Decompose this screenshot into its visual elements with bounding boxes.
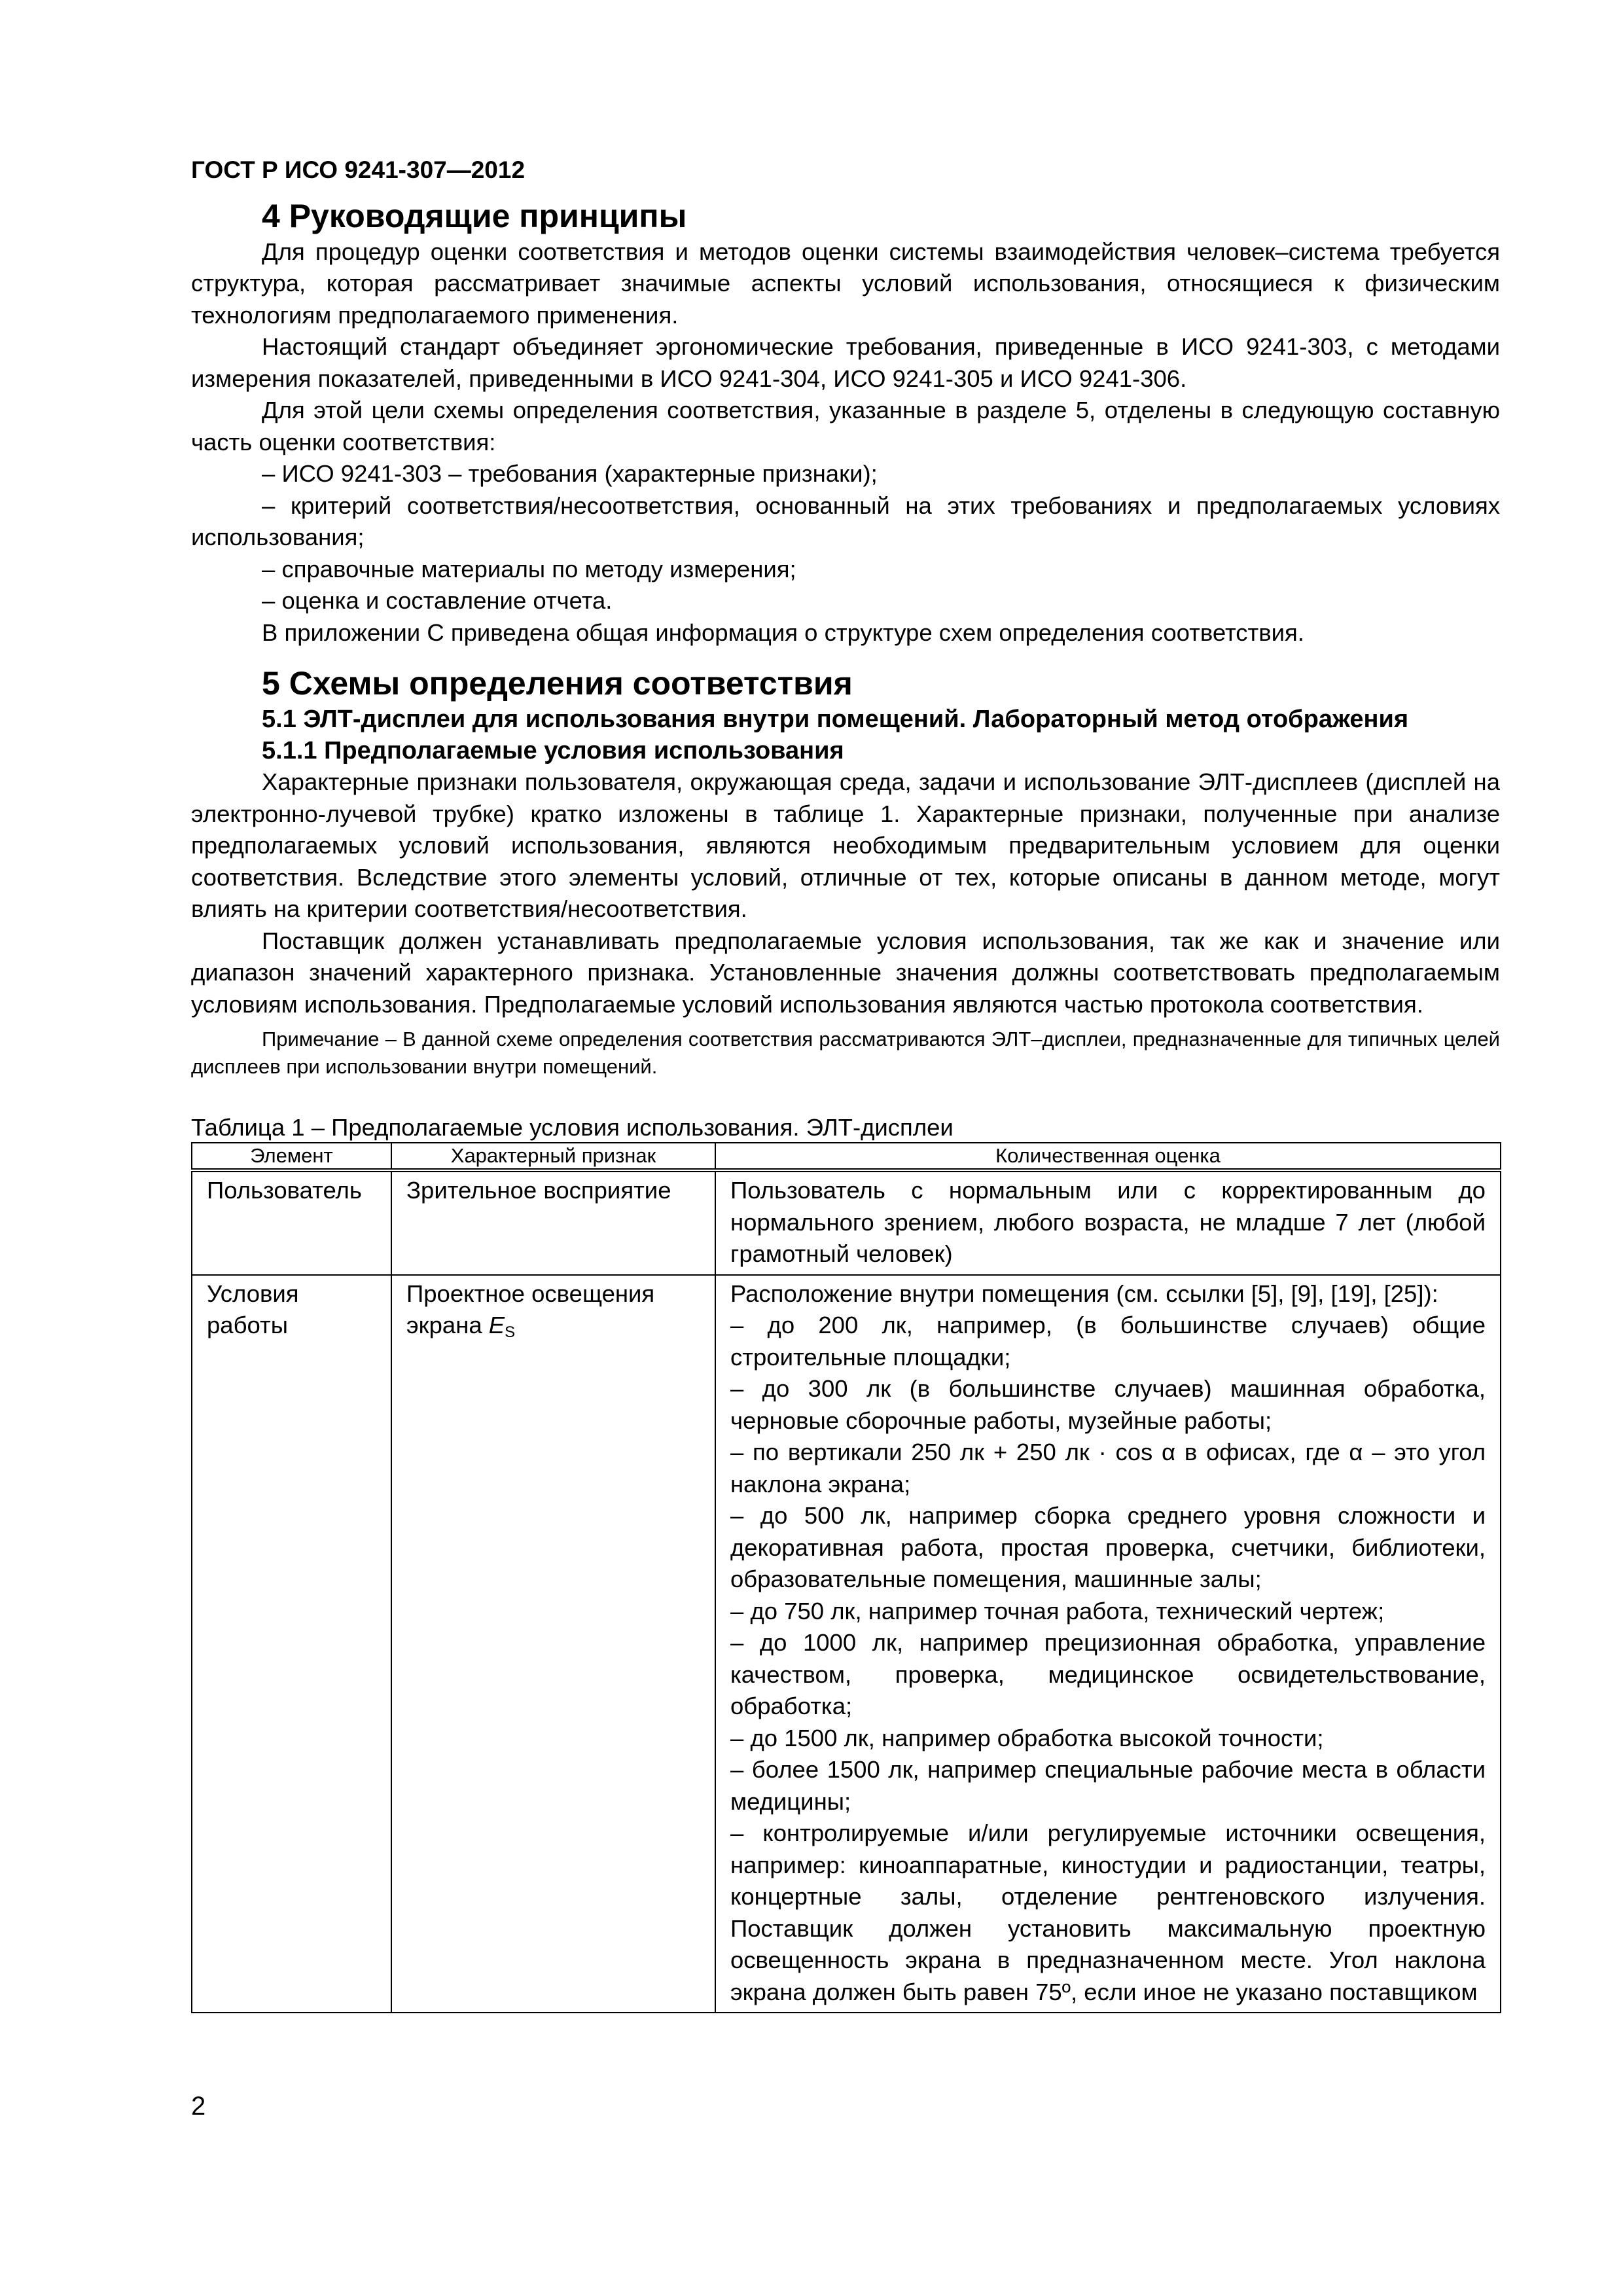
table-1 bbox=[191, 1142, 1501, 2013]
table-row bbox=[192, 1170, 1501, 1275]
note: Примечание – В данной схеме определения соответствия рассматриваются ЭЛТ–дисплеи, предназначенные для типичных целей дисплеев при использовании внутри помещений. bbox=[191, 1028, 1500, 1078]
table-header-cell: Элемент bbox=[192, 1143, 391, 1170]
value-line: – до 1000 лк, например прецизионная обработка, управление качеством, проверка, медицинское освидетельствование, обработка; bbox=[730, 1629, 1486, 1719]
value-line: – до 750 лк, например точная работа, технический чертеж; bbox=[730, 1597, 1385, 1624]
value-line: – по вертикали 250 лк + 250 лк · cos α в офисах, где α – это угол наклона экрана; bbox=[730, 1439, 1486, 1498]
value-line: – до 300 лк (в большинстве случаев) машинная обработка, черновые сборочные работы, музейные работы; bbox=[730, 1375, 1486, 1434]
feature-text: Проектное освещения экрана bbox=[406, 1280, 655, 1338]
value-line: – более 1500 лк, например специальные рабочие места в области медицины; bbox=[730, 1756, 1486, 1815]
value-line: – до 200 лк, например, (в большинстве случаев) общие строительные площадки; bbox=[730, 1312, 1486, 1371]
table-header-cell: Количественная оценка bbox=[715, 1143, 1501, 1170]
table-cell-feature: Зрительное восприятие bbox=[391, 1170, 715, 1275]
value-line: – до 1500 лк, например обработка высокой точности; bbox=[730, 1724, 1324, 1751]
table-cell-value bbox=[715, 1275, 1501, 2013]
list-item: – ИСО 9241-303 – требования (характерные признаки); bbox=[262, 460, 878, 487]
document-header: ГОСТ Р ИСО 9241-307—2012 bbox=[191, 156, 526, 183]
section-4-closing: В приложении С приведена общая информация о структуре схем определения соответствия. bbox=[262, 619, 1304, 646]
section-5-title: 5 Схемы определения соответствия bbox=[262, 665, 853, 702]
illuminance-subscript: S bbox=[505, 1323, 516, 1341]
value-line: – до 500 лк, например сборка среднего уровня сложности и декоративная работа, простая проверка, счетчики, библиотеки, образовательные помещения, машинные залы; bbox=[730, 1502, 1486, 1592]
table-cell-element: Пользователь bbox=[192, 1170, 391, 1275]
value-line: – контролируемые и/или регулируемые источники освещения, например: киноаппаратные, киностудии и радиостанции, театры, концертные залы, отделение рентгеновского излучения. Поставщик должен установить максимальную проектную освещенность экрана в предназначенном месте. Угол наклона экрана должен быть равен 75º, если иное не указано поставщиком bbox=[730, 1820, 1486, 2005]
value-line: Расположение внутри помещения (см. ссылки [5], [9], [19], [25]): bbox=[730, 1280, 1438, 1307]
section-4-paragraph: Для этой цели схемы определения соответствия, указанные в разделе 5, отделены в следующую составную часть оценки соответствия: bbox=[191, 397, 1500, 456]
section-5-paragraph: Характерные признаки пользователя, окружающая среда, задачи и использование ЭЛТ-дисплеев (дисплей на электронно-лучевой трубке) кратко изложены в таблице 1. Характерные признаки, полученные при анализе предполагаемых условий использования, являются необходимым предварительным условием для оценки соответствия. Вследствие этого элементы условий, отличные от тех, которые описаны в данном методе, могут влиять на критерии соответствия/несоответствия. bbox=[191, 768, 1500, 922]
table-cell-element: Условия работы bbox=[192, 1275, 391, 2013]
subsection-5-1-title: 5.1 ЭЛТ-дисплеи для использования внутри помещений. Лабораторный метод отображения bbox=[262, 706, 1409, 733]
section-4-paragraph: Настоящий стандарт объединяет эргономические требования, приведенные в ИСО 9241-303, с методами измерения показателей, приведенными в ИСО 9241-304, ИСО 9241-305 и ИСО 9241-306. bbox=[191, 333, 1500, 392]
document-page bbox=[191, 154, 1500, 2013]
list-item: – справочные материалы по методу измерения; bbox=[262, 555, 796, 583]
illuminance-symbol: E bbox=[488, 1312, 505, 1338]
section-4-title: 4 Руководящие принципы bbox=[262, 197, 687, 234]
table-row bbox=[192, 1275, 1501, 2013]
page-number: 2 bbox=[191, 2092, 206, 2121]
table-cell-feature bbox=[391, 1275, 715, 2013]
table-cell-value: Пользователь с нормальным или с корректированным до нормального зрением, любого возраста, не младше 7 лет (любой грамотный человек) bbox=[715, 1170, 1501, 1275]
table-header-cell: Характерный признак bbox=[391, 1143, 715, 1170]
list-item: – критерий соответствия/несоответствия, основанный на этих требованиях и предполагаемых условиях использования; bbox=[191, 492, 1500, 550]
section-5-paragraph: Поставщик должен устанавливать предполагаемые условия использования, так же как и значение или диапазон значений характерного признака. Установленные значения должны соответствовать предполагаемым условиям использования. Предполагаемые условий использования являются частью протокола соответствия. bbox=[191, 927, 1500, 1018]
table-caption: Таблица 1 – Предполагаемые условия использования. ЭЛТ-дисплеи bbox=[191, 1114, 954, 1141]
table-header-row bbox=[192, 1143, 1501, 1170]
section-4-paragraph: Для процедур оценки соответствия и методов оценки системы взаимодействия человек–система требуется структура, которая рассматривает значимые аспекты условий использования, относящиеся к физическим технологиям предполагаемого применения. bbox=[191, 238, 1500, 329]
list-item: – оценка и составление отчета. bbox=[262, 587, 613, 614]
subsection-5-1-1-title: 5.1.1 Предполагаемые условия использования bbox=[262, 737, 844, 764]
